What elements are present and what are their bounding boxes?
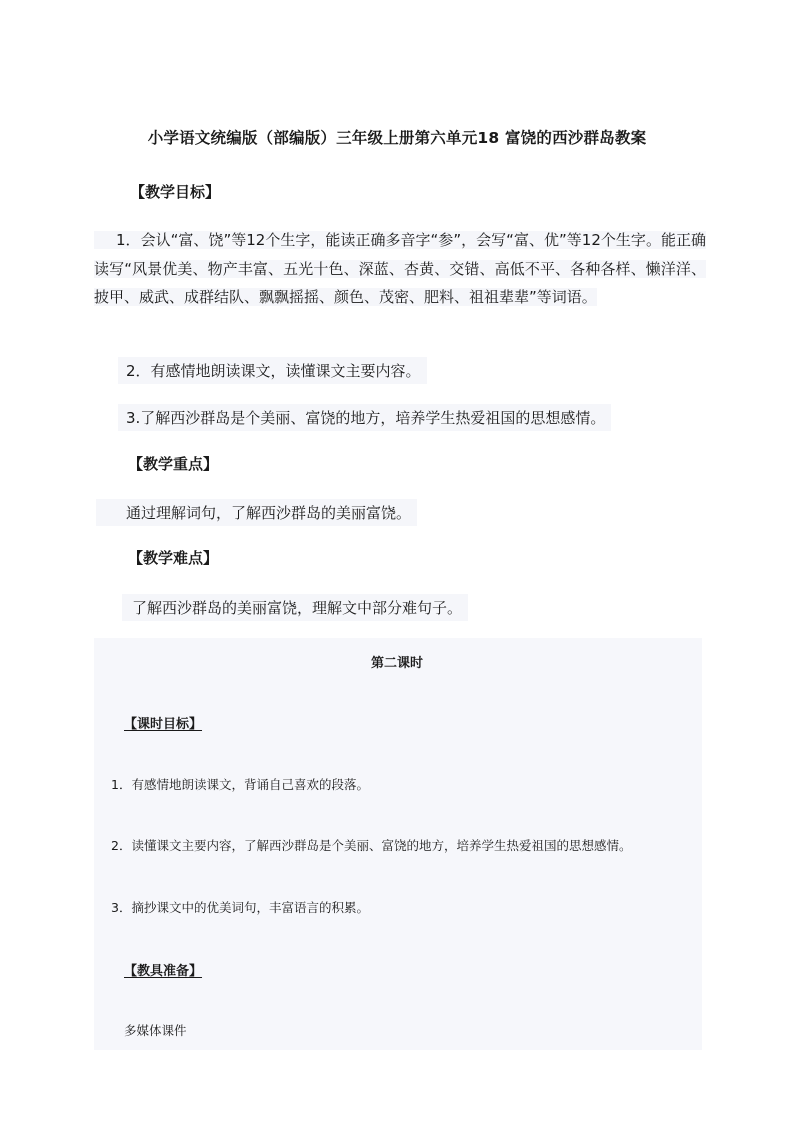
lesson-goal-2: 2．读懂课文主要内容，了解西沙群岛是个美丽、富饶的地方，培养学生热爱祖国的思想感情。: [111, 838, 632, 853]
objective-item-3: 3.了解西沙群岛是个美丽、富饶的地方，培养学生热爱祖国的思想感情。: [118, 404, 611, 431]
key-points-text: 通过理解词句，了解西沙群岛的美丽富饶。: [96, 499, 417, 526]
objective-item-1: [94, 226, 706, 312]
difficulties-heading: 【教学难点】: [128, 549, 219, 567]
objective-item-1-text: 1．会认“富、饶”等12个生字，能读正确多音字“参”，会写“富、优”等12个生字。能正确读写“风景优美、物产丰富、五光十色、深蓝、杏黄、交错、高低不平、各种各样、懒洋洋、披甲、威武、成群结队、飘飘摇摇、颜色、茂密、肥料、祖祖辈辈”等词语。: [94, 231, 706, 307]
lesson-goal-1: 1．有感情地朗读课文，背诵自己喜欢的段落。: [111, 777, 369, 792]
objectives-heading: 【教学目标】: [130, 183, 221, 201]
materials-text: 多媒体课件: [124, 1023, 187, 1038]
materials-heading: 【教具准备】: [124, 964, 203, 979]
key-points-heading: 【教学重点】: [128, 455, 219, 473]
objective-item-2: 2．有感情地朗读课文，读懂课文主要内容。: [118, 357, 427, 384]
lesson-goal-3: 3．摘抄课文中的优美词句，丰富语言的积累。: [111, 900, 369, 915]
lesson-2-heading: 第二课时: [370, 656, 423, 671]
difficulties-text: 了解西沙群岛的美丽富饶，理解文中部分难句子。: [122, 594, 468, 621]
lesson-goals-heading: 【课时目标】: [124, 717, 203, 732]
document-title: 小学语文统编版（部编版）三年级上册第六单元18 富饶的西沙群岛教案: [147, 129, 647, 147]
